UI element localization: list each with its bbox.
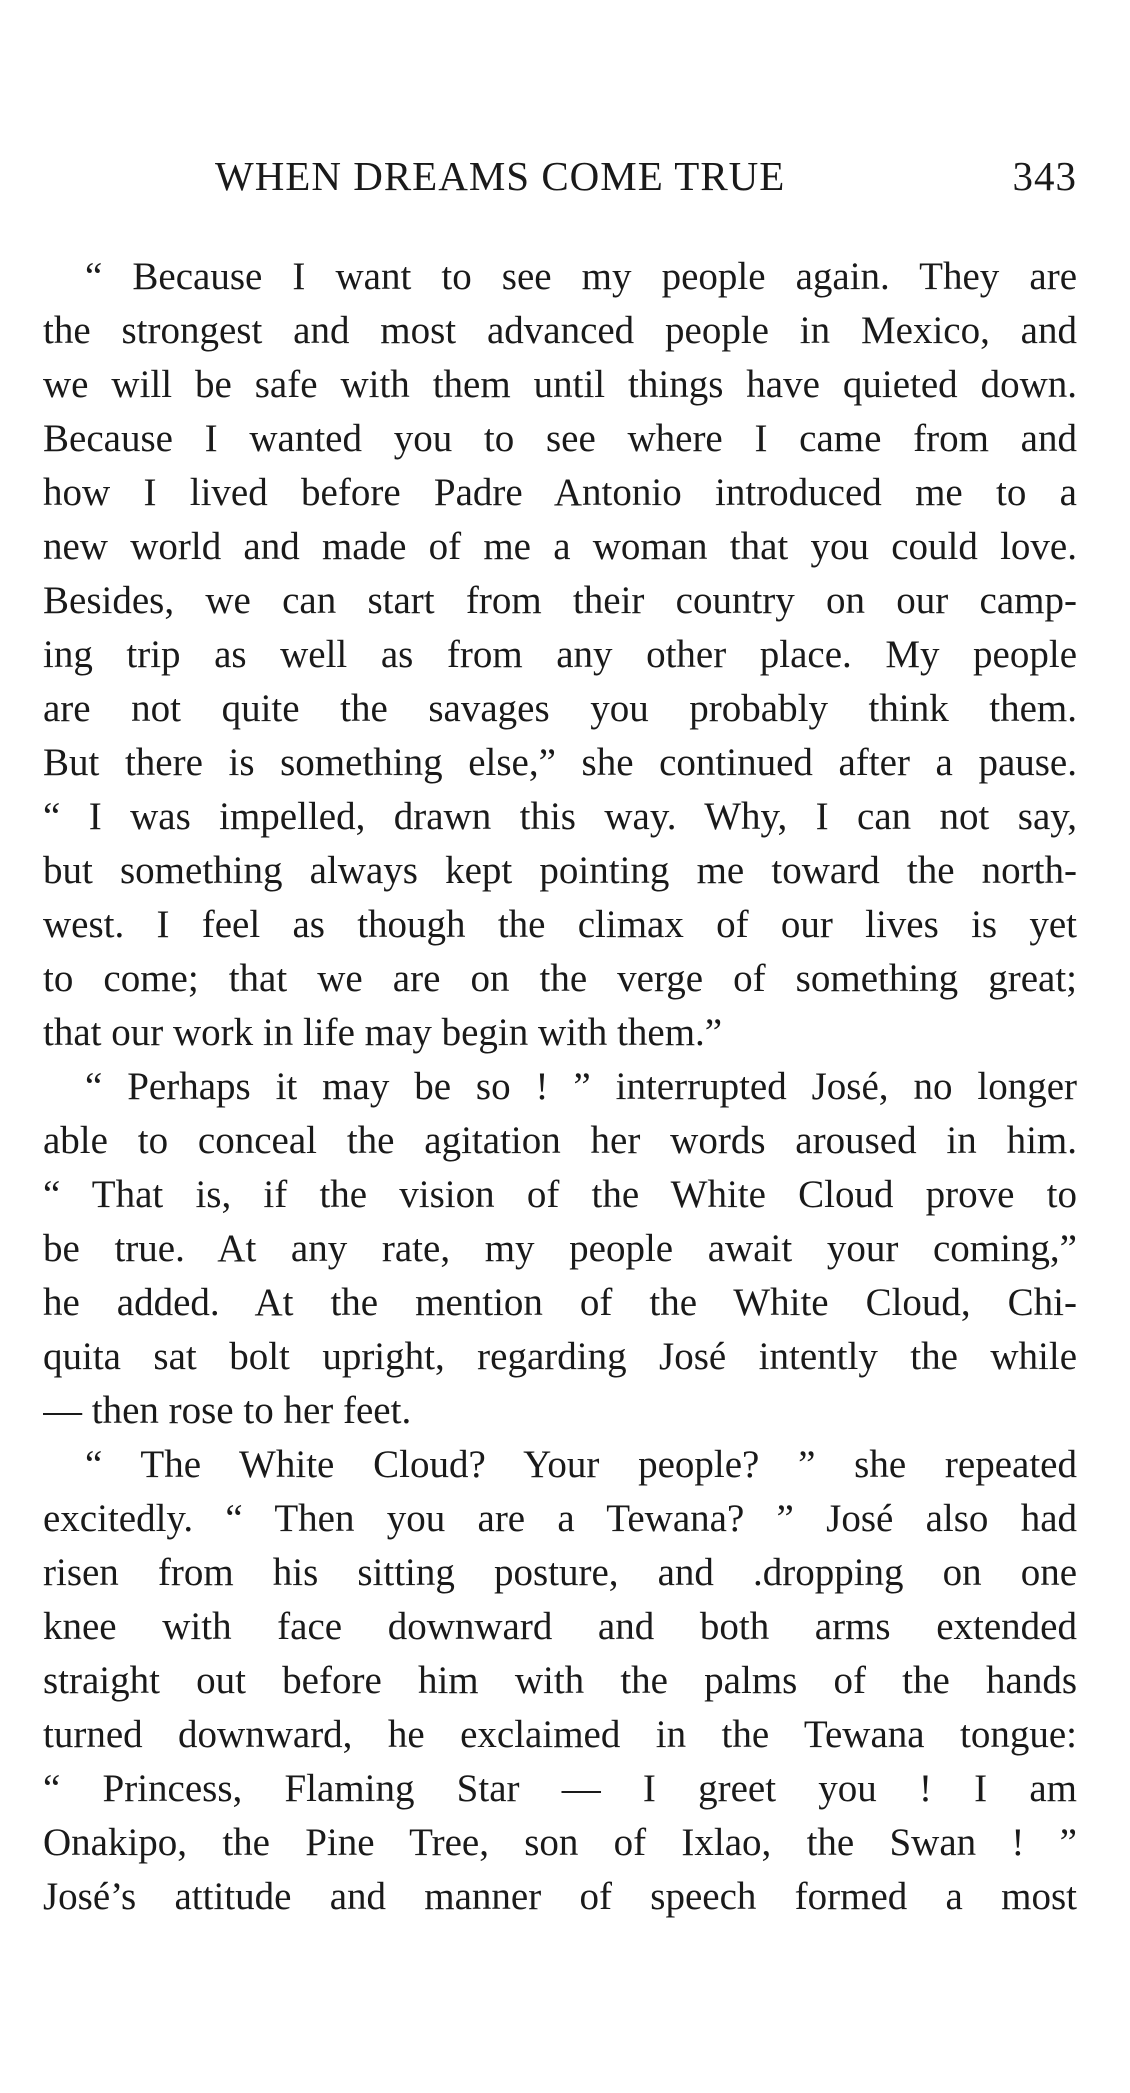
text-line: straight out before him with the palms of the hands xyxy=(43,1659,1077,1702)
body-text xyxy=(43,250,1077,1924)
text-line: the strongest and most advanced people in Mexico, and xyxy=(43,309,1077,352)
running-head xyxy=(215,152,1077,202)
text-line: “ The White Cloud? Your people? ” she repeated xyxy=(85,1443,1077,1486)
text-line: ing trip as well as from any other place. My people xyxy=(43,633,1077,676)
text-line: José’s attitude and manner of speech formed a most xyxy=(43,1875,1077,1918)
text-line: he added. At the mention of the White Cloud, Chi- xyxy=(43,1281,1077,1324)
text-line: Because I wanted you to see where I came from and xyxy=(43,417,1077,460)
text-line: able to conceal the agitation her words aroused in him. xyxy=(43,1119,1077,1162)
text-line: “ Perhaps it may be so ! ” interrupted José, no longer xyxy=(85,1065,1077,1108)
text-line: be true. At any rate, my people await your coming,” xyxy=(43,1227,1077,1270)
text-line: new world and made of me a woman that you could love. xyxy=(43,525,1077,568)
text-line: “ That is, if the vision of the White Cloud prove to xyxy=(43,1173,1077,1216)
text-line: Onakipo, the Pine Tree, son of Ixlao, the Swan ! ” xyxy=(43,1821,1077,1864)
text-line: Besides, we can start from their country on our camp- xyxy=(43,579,1077,622)
text-line: to come; that we are on the verge of something great; xyxy=(43,957,1077,1000)
page-number: 343 xyxy=(1012,153,1077,199)
text-line: but something always kept pointing me toward the north- xyxy=(43,849,1077,892)
text-line: quita sat bolt upright, regarding José intently the while xyxy=(43,1335,1077,1378)
text-line: turned downward, he exclaimed in the Tewana tongue: xyxy=(43,1713,1077,1756)
text-line: “ Because I want to see my people again. They are xyxy=(85,255,1077,298)
text-line: how I lived before Padre Antonio introduced me to a xyxy=(43,471,1077,514)
text-line: we will be safe with them until things have quieted down. xyxy=(43,363,1077,406)
text-line: west. I feel as though the climax of our lives is yet xyxy=(43,903,1077,946)
text-line: risen from his sitting posture, and .dropping on one xyxy=(43,1551,1077,1594)
text-line: knee with face downward and both arms extended xyxy=(43,1605,1077,1648)
text-line: are not quite the savages you probably think them. xyxy=(43,687,1077,730)
text-line: that our work in life may begin with them.” xyxy=(43,1011,723,1054)
text-line: — then rose to her feet. xyxy=(43,1389,412,1432)
text-line: “ Princess, Flaming Star — I greet you ! I am xyxy=(43,1767,1077,1810)
text-line: excitedly. “ Then you are a Tewana? ” José also had xyxy=(43,1497,1077,1540)
text-line: “ I was impelled, drawn this way. Why, I can not say, xyxy=(43,795,1077,838)
text-line: But there is something else,” she continued after a pause. xyxy=(43,741,1077,784)
running-title: WHEN DREAMS COME TRUE xyxy=(215,153,786,199)
